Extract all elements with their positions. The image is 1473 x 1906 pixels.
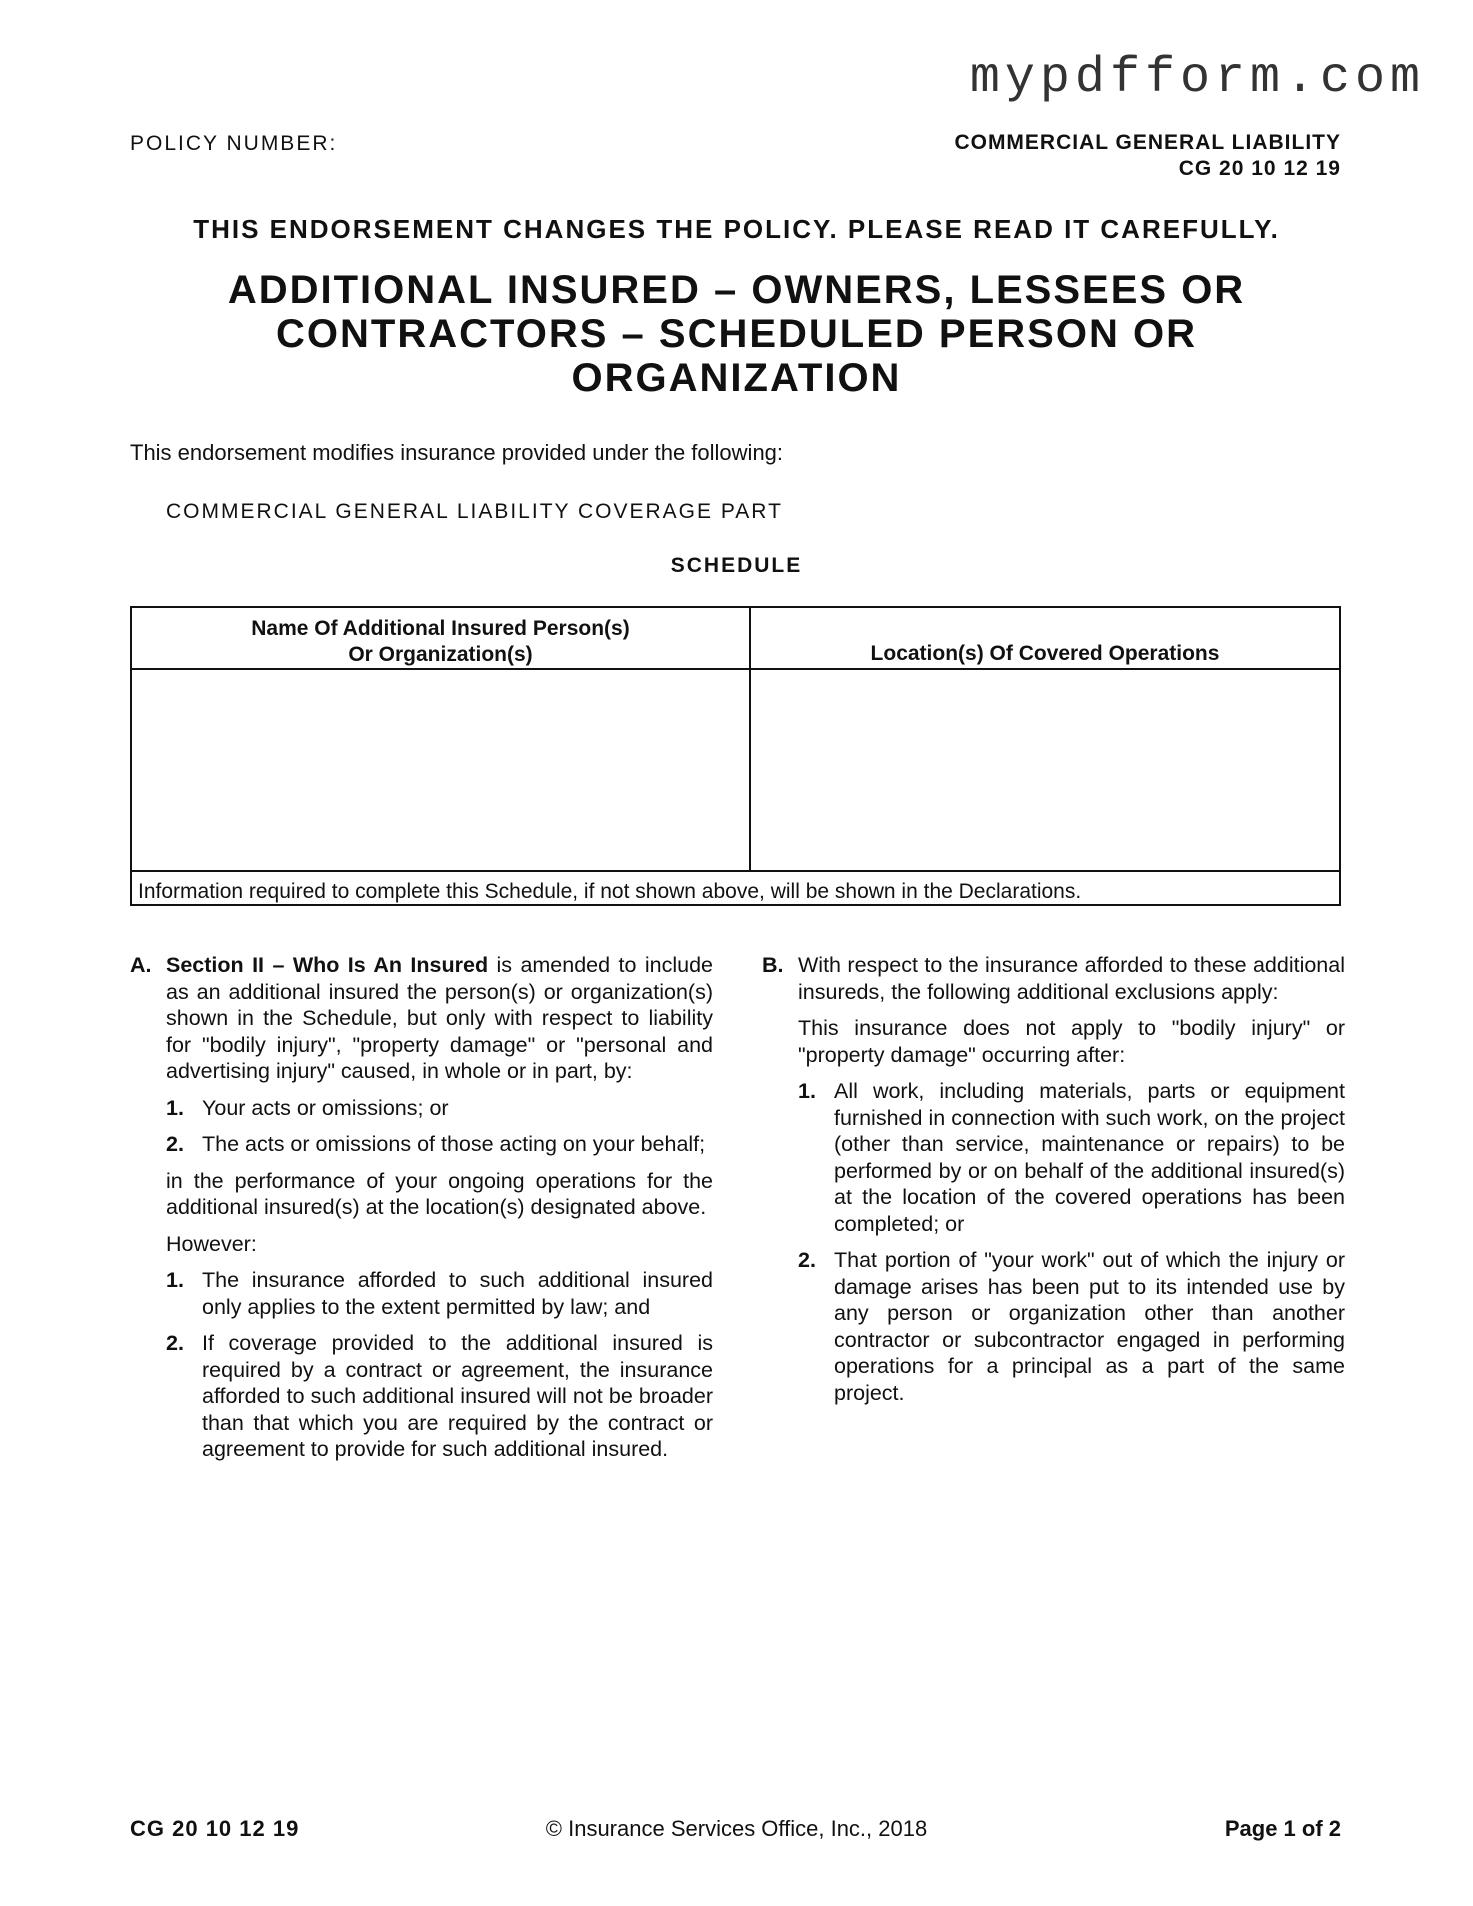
list-marker: 2. — [166, 1132, 184, 1156]
footer-copyright: © Insurance Services Office, Inc., 2018 — [545, 1816, 928, 1841]
note-row-divider — [132, 870, 1339, 872]
additional-insured-name-field[interactable] — [132, 670, 749, 870]
section-a-marker: A. — [130, 953, 152, 977]
footer-page-number: Page 1 of 2 — [1224, 1816, 1341, 1841]
list-text: If coverage provided to the additional insured is required by a contract or agreement, the insurance afforded to such additional insured will not be broader than that which you are required by the contract or agreement to provide for such additional insured. — [202, 1331, 713, 1461]
watermark: mypdfform.com — [969, 50, 1425, 107]
performance-text: in the performance of your ongoing operations for the additional insured(s) at the location(s) designated above. — [166, 1168, 713, 1219]
list-item — [130, 1095, 713, 1122]
list-marker: 1. — [166, 1095, 184, 1120]
footer-form-number: CG 20 10 12 19 — [130, 1816, 300, 1841]
schedule-table — [130, 606, 1341, 906]
header-right — [954, 130, 1341, 182]
name-column-header — [132, 616, 749, 668]
section-a — [130, 952, 713, 1463]
list-item — [762, 1247, 1345, 1406]
name-header-line-1: Name Of Additional Insured Person(s) — [251, 617, 630, 640]
covered-operations-location-field[interactable] — [751, 670, 1339, 870]
list-marker: 2. — [798, 1248, 816, 1272]
policy-number-label: POLICY NUMBER: — [130, 132, 338, 155]
section-a-paragraph — [130, 952, 713, 1085]
section-b-text: With respect to the insurance afforded to these additional insureds, the following additional exclusions apply: — [798, 953, 1345, 1004]
schedule-label: SCHEDULE — [670, 554, 803, 577]
section-b-marker: B. — [762, 953, 784, 977]
however-label: However: — [166, 1231, 257, 1256]
title-line-1: ADDITIONAL INSURED – OWNERS, LESSEES OR — [227, 268, 1246, 312]
line-of-business: COMMERCIAL GENERAL LIABILITY — [954, 131, 1341, 154]
header-form-number: CG 20 10 12 19 — [1178, 157, 1341, 180]
list-marker: 1. — [798, 1079, 816, 1103]
exclusion-intro: This insurance does not apply to "bodily injury" or "property damage" occurring after: — [798, 1016, 1345, 1067]
list-text: The acts or omissions of those acting on your behalf; — [202, 1132, 706, 1156]
list-item — [130, 1330, 713, 1463]
modifies-text: This endorsement modifies insurance provided under the following: — [130, 440, 784, 465]
section-b-paragraph — [762, 952, 1345, 1005]
page-title — [0, 268, 1473, 400]
list-item — [762, 1078, 1345, 1237]
list-text: All work, including materials, parts or equipment furnished in connection with such work, on the project (other than service, maintenance or repairs) to be performed by or on behalf of the additional insured(s) at the location of the covered operations has been completed; or — [834, 1079, 1345, 1236]
title-line-2: CONTRACTORS – SCHEDULED PERSON OR — [276, 312, 1197, 356]
list-marker: 1. — [166, 1268, 184, 1292]
list-item — [130, 1131, 713, 1158]
name-header-line-2: Or Organization(s) — [348, 643, 533, 666]
location-column-header: Location(s) Of Covered Operations — [870, 642, 1220, 665]
coverage-part: COMMERCIAL GENERAL LIABILITY COVERAGE PART — [166, 500, 783, 523]
list-text: Your acts or omissions; or — [202, 1095, 449, 1120]
section-a-lead: Section II – Who Is An Insured — [166, 953, 489, 977]
list-marker: 2. — [166, 1331, 184, 1355]
section-b — [762, 952, 1345, 1406]
title-line-3: ORGANIZATION — [571, 356, 902, 400]
schedule-note: Information required to complete this Schedule, if not shown above, will be shown in the Declarations. — [138, 880, 1082, 903]
endorsement-notice: THIS ENDORSEMENT CHANGES THE POLICY. PLEASE READ IT CAREFULLY. — [193, 214, 1280, 244]
list-item — [130, 1267, 713, 1320]
section-a-text: is amended to include as an additional insured the person(s) or organization(s) shown in the Schedule, but only with respect to liability for "bodily injury", "property damage" or "personal and advertising injury" caused, in whole or in part, by: — [166, 953, 713, 1083]
list-text: The insurance afforded to such additional insured only applies to the extent permitted by law; and — [202, 1268, 713, 1319]
list-text: That portion of "your work" out of which the injury or damage arises has been put to its intended use by any person or organization other than another contractor or subcontractor engaged in performing operations for a principal as a part of the same project. — [834, 1248, 1345, 1405]
